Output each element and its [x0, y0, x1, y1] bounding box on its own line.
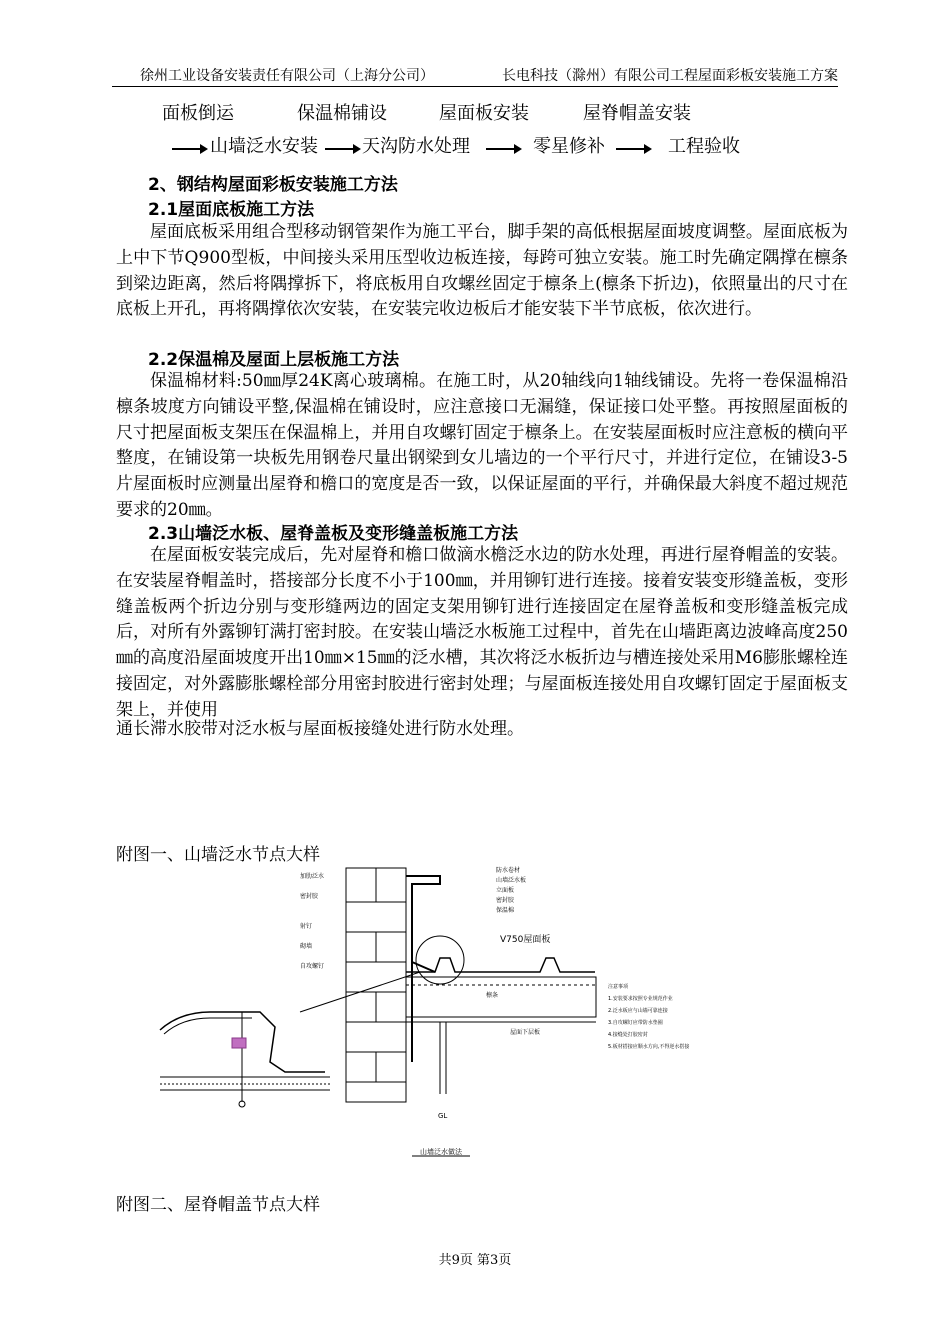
label: 射钉	[300, 923, 313, 930]
section-2-2-text: 保温棉材料:50㎜厚24K离心玻璃棉。在施工时，从20轴线向1轴线铺设。先将一卷保温棉沿檩条坡度方向铺设平整,保温棉在铺设时，应注意接口无漏缝，保证接口处平整。再按照屋面板的尺寸把屋面板支架压在保温棉上，并用自攻螺钉固定于檩条上。在安装屋面板时应注意板的横向平整度，在铺设第一块板先用钢卷尺量出钢梁到女儿墙边的一个平行尺寸，并进行定位，在铺设3-5片屋面板时应测量出屋脊和檐口的宽度是否一致，以保证屋面的平行，并确保最大斜度不超过规范要求的20㎜。	[116, 371, 848, 520]
label: 密封胶	[496, 897, 515, 904]
flow-step: 山墙泛水安装	[210, 136, 318, 157]
page-footer: 共9页 第3页	[438, 1253, 512, 1268]
figure-2-caption: 附图二、屋脊帽盖节点大样	[116, 1195, 320, 1215]
label: 密封胶	[300, 893, 319, 900]
label: 自攻螺钉	[300, 963, 325, 970]
top-labels	[496, 866, 526, 914]
flow-step: 零星修补	[533, 136, 605, 157]
purlin-label: 檩条	[486, 992, 499, 999]
flow-step: 屋面板安装	[439, 103, 529, 124]
note: 1.安装要求按照专业规范作业	[608, 996, 673, 1002]
left-labels	[300, 872, 324, 970]
flow-step: 保温棉铺设	[297, 103, 387, 124]
flow-step: 天沟防水处理	[362, 136, 470, 157]
section-2-3-title: 2.3山墙泛水板、屋脊盖板及变形缝盖板施工方法	[148, 524, 519, 544]
flow-arrow	[172, 148, 206, 150]
page-header	[112, 62, 838, 87]
wall	[346, 868, 406, 1102]
section-2-1-title: 2.1屋面底板施工方法	[148, 200, 315, 220]
process-flow-row1	[0, 99, 950, 127]
axis-label: GL	[438, 1112, 448, 1120]
label: 加肋泛水	[300, 873, 325, 880]
note: 5.板材搭接应顺水方向,不得逆水搭接	[608, 1044, 690, 1050]
label: 保温棉	[496, 907, 515, 914]
section-2-1-text: 屋面底板采用组合型移动钢管架作为施工平台，脚手架的高低根据屋面坡度调整。屋面底板为上中下节Q900型板，中间接头采用压型收边板连接，每跨可独立安装。施工时先确定隅撑在檩条到梁边距离，然后将隅撑拆下，将底板用自攻螺丝固定于檩条上(檩条下折边)，依照量出的尺寸在底板上开孔，再将隅撑依次安装，在安装完收边板后才能安装下半节底板，依次进行。	[116, 222, 848, 320]
process-flow-row2	[0, 132, 950, 162]
header-company: 徐州工业设备安装责任有限公司（上海分公司）	[140, 68, 434, 84]
label: 山墙泛水板	[496, 877, 527, 884]
enlarged-detail	[160, 1012, 330, 1107]
figure-1-caption: 附图一、山墙泛水节点大样	[116, 845, 320, 865]
figure-1-drawing	[150, 862, 730, 1162]
figure-title: 山墙泛水做法	[420, 1148, 462, 1156]
section-2-3-text: 在屋面板安装完成后，先对屋脊和檐口做滴水檐泛水边的防水处理，再进行屋脊帽盖的安装。在安装屋脊帽盖时，搭接部分长度不小于100㎜，并用铆钉进行连接。接着安装变形缝盖板，变形缝盖板两个折边分别与变形缝两边的固定支架用铆钉进行连接固定在屋脊盖板和变形缝盖板完成后，对所有外露铆钉满打密封胶。在安装山墙泛水板施工过程中，首先在山墙距离边波峰高度250㎜的高度沿屋面坡度开出10㎜×15㎜的泛水槽，其次将泛水板折边与槽连接处采用M6膨胀螺栓连接固定，对外露膨胀螺栓部分用密封胶进行密封处理；与屋面板连接处用自攻螺钉固定于屋面板支架上，并使用	[116, 545, 848, 720]
section-2-2-title: 2.2保温棉及屋面上层板施工方法	[148, 350, 400, 370]
flow-step: 面板倒运	[162, 103, 234, 124]
flow-arrow	[616, 148, 650, 150]
note: 4.接缝处打胶密封	[608, 1032, 648, 1038]
section-2-title: 2、钢结构屋面彩板安装施工方法	[148, 175, 398, 195]
note: 2.泛水板应与山墙可靠连接	[608, 1008, 668, 1014]
note: 3.自攻螺钉应带防水垫圈	[608, 1020, 663, 1026]
label: 防水卷材	[496, 867, 521, 874]
section-2-3-text-end: 通长滞水胶带对泛水板与屋面板接缝处进行防水处理。	[116, 719, 524, 739]
note: 注意事项	[608, 984, 629, 990]
label: 砌墙	[300, 943, 313, 950]
flow-arrow	[486, 148, 520, 150]
flow-arrow	[325, 148, 359, 150]
label: 立面板	[496, 887, 515, 894]
notes	[608, 983, 689, 1050]
lower-panel-label: 屋面下层板	[510, 1029, 541, 1036]
header-project: 长电科技（滁州）有限公司工程屋面彩板安装施工方案	[502, 68, 838, 84]
flow-step: 屋脊帽盖安装	[583, 103, 691, 124]
roof-panel	[406, 884, 596, 1094]
panel-model-label: V750屋面板	[500, 935, 551, 945]
flow-step: 工程验收	[668, 136, 740, 157]
